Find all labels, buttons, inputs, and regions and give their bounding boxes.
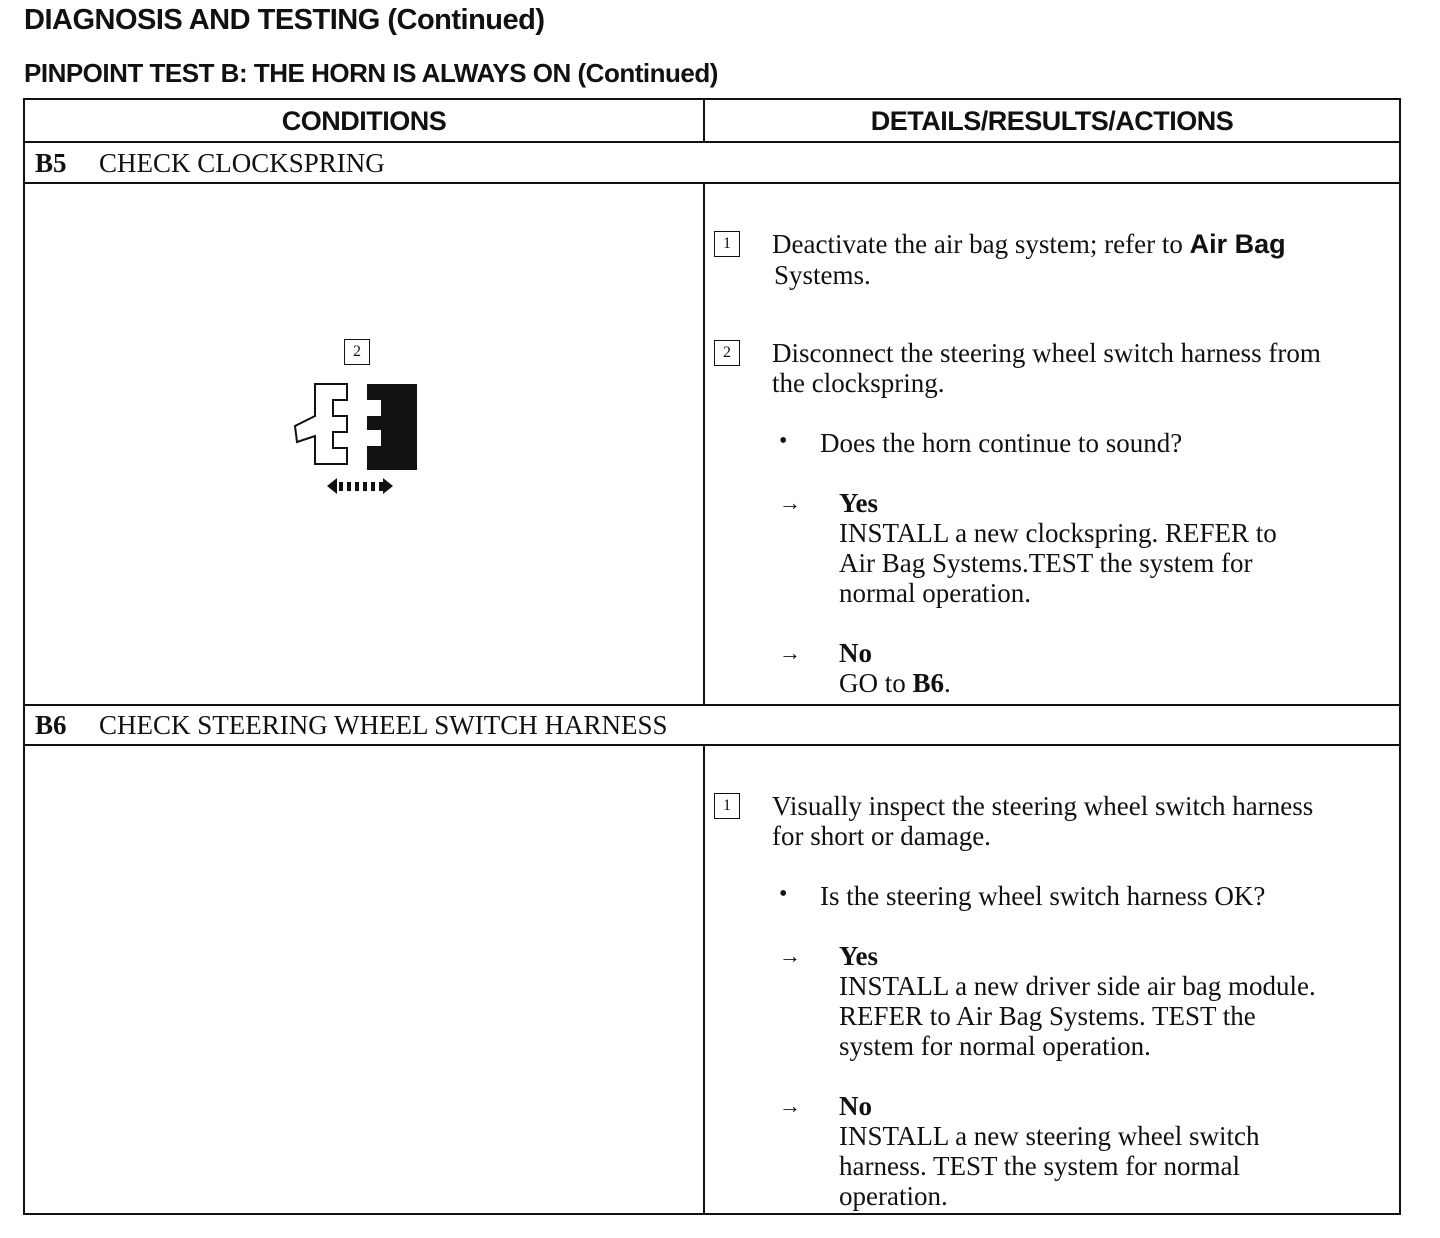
details-header: DETAILS/RESULTS/ACTIONS [870,106,1234,136]
arrow-right-icon: → [779,1093,801,1118]
conditions-header: CONDITIONS [281,106,447,136]
connector-illustration [287,376,427,501]
bullet-icon: • [779,428,788,454]
step-title: CHECK CLOCKSPRING [99,148,385,178]
divider [703,182,705,704]
step-title: CHECK STEERING WHEEL SWITCH HARNESS [99,710,668,740]
step-id: B5 [35,148,67,178]
result-text-line: harness. TEST the system for normal [839,1151,1240,1181]
pinpoint-test-table [23,98,1401,1215]
result-text-line: REFER to Air Bag Systems. TEST the [839,1001,1256,1031]
step-text-line: Visually inspect the steering wheel switch harness [772,791,1314,821]
step-text-line: the clockspring. [772,368,945,398]
step-text-line: Disconnect the steering wheel switch harness from [772,338,1321,368]
no-label: No [839,638,872,668]
step-b6-row [25,705,1399,745]
question-text: Is the steering wheel switch harness OK? [820,881,1266,911]
arrow-right-icon: → [779,490,801,515]
arrow-right-icon: → [779,943,801,968]
result-text-line: system for normal operation. [839,1031,1151,1061]
step-reference: B6 [912,668,945,698]
page-title: DIAGNOSIS AND TESTING (Continued) [24,4,545,36]
illustration-callout: 2 [344,339,370,365]
yes-label: Yes [839,941,878,971]
divider [703,744,705,1213]
result-text-line: INSTALL a new steering wheel switch [839,1121,1260,1151]
yes-label: Yes [839,488,878,518]
step-b5-row [25,143,1399,183]
step-number-box: 1 [714,793,740,819]
reference-link: Air Bag [1189,229,1286,259]
step-text-line: for short or damage. [772,821,991,851]
result-text-line [839,668,951,698]
result-text-line: normal operation. [839,578,1031,608]
question-text: Does the horn continue to sound? [820,428,1183,458]
step-text-line: Systems. [774,260,871,290]
result-text-line: Air Bag Systems.TEST the system for [839,548,1253,578]
step-text-line: Deactivate the air bag system; refer to [772,229,1183,259]
punctuation: . [944,668,951,698]
step-id: B6 [35,710,67,740]
divider [703,100,705,142]
divider [25,182,1399,184]
result-text-line: INSTALL a new clockspring. REFER to [839,518,1277,548]
step-number-box: 2 [714,340,740,366]
result-text: GO to [839,668,906,698]
step-number-box: 1 [714,231,740,257]
divider [25,744,1399,746]
test-subtitle: PINPOINT TEST B: THE HORN IS ALWAYS ON (Continued) [24,58,718,88]
bullet-icon: • [779,881,788,907]
result-text-line: INSTALL a new driver side air bag module. [839,971,1316,1001]
arrow-right-icon: → [779,640,801,665]
result-text-line: operation. [839,1181,948,1211]
step-text [772,229,1286,259]
no-label: No [839,1091,872,1121]
